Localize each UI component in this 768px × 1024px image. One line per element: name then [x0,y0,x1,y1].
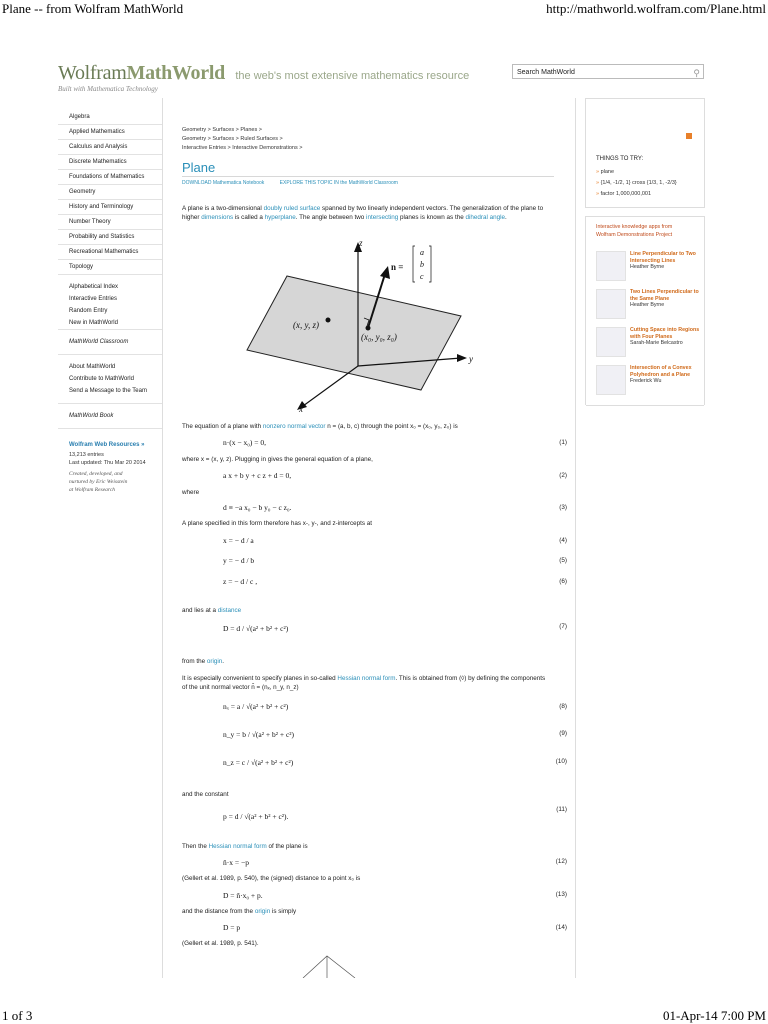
para-distance [182,606,241,615]
try-text: factor 1,000,000,001 [600,191,652,197]
demo-author: Sarah-Marie Belcastro [630,340,683,346]
demonstrations-box [585,216,705,405]
link-normal-vector[interactable]: nonzero normal vector [262,423,326,430]
para-signed-distance: (Gellert et al. 1989, p. 540), the (signed) distance to a point x₀ is [182,875,361,882]
equation-number: (14) [555,924,567,931]
link-hyperplane[interactable]: hyperplane [264,214,296,221]
para-plugging: where x = (x, y, z). Plugging in gives the general equation of a plane, [182,456,373,463]
print-header [0,0,768,18]
demo-title[interactable]: Cutting Space into Regions with Four Planes [630,327,700,340]
logo-subtitle: Built with Mathematica Technology [58,85,158,93]
link-doubly-ruled-surface[interactable]: doubly ruled surface [263,205,321,212]
partial-figure [293,954,413,978]
text: . [222,658,225,665]
wolfram-alpha-icon[interactable] [686,133,692,139]
equation: z = − d / c , [223,577,258,586]
equation-number: (1) [559,439,567,446]
para-hessian [182,674,552,692]
nav-topic[interactable]: Discrete Mathematics [58,155,162,170]
bracket-left [413,246,415,282]
n-label: n = [391,262,404,272]
demo-thumbnail[interactable] [596,289,626,319]
equation-number: (6) [559,578,567,585]
z-label: z [359,238,363,248]
equation: d ≡ −a x₀ − b y₀ − c z₀. [223,503,292,512]
equation-number: (13) [555,891,567,898]
link-hessian-normal-form[interactable]: Hessian normal form [337,675,396,682]
credit-line: Created, developed, and [69,471,123,477]
equation-number: (3) [559,504,567,511]
para-intercepts: A plane specified in this form therefore has x-, y-, and z-intercepts at [182,520,373,527]
text: of the plane is [266,843,308,850]
link-origin[interactable]: origin [206,658,223,665]
nav-divider [58,403,162,410]
plane-shape [247,276,461,390]
nav-topic[interactable]: Topology [69,264,94,270]
text: components of the unit normal vector n̂ = (nₓ, n_y, n_z) [182,675,546,691]
x-label: x [299,404,303,413]
last-updated: Last updated: Thu Mar 20 2014 [69,460,146,466]
nav-tool[interactable]: Random Entry [69,308,108,314]
para-distance-origin [182,907,296,916]
entry-count: 13,213 entries [69,452,104,458]
demo-thumbnail[interactable] [596,251,626,281]
nav-topic[interactable]: Applied Mathematics [58,125,162,140]
demo-hdr-line: Interactive knowledge apps from [596,224,673,230]
text: and lies at a [182,607,218,614]
nav-topic[interactable]: Geometry [58,185,162,200]
nav-topic[interactable]: Algebra [58,110,162,125]
breadcrumb-line[interactable]: Interactive Entries > Interactive Demonstrations > [182,145,303,151]
demo-hdr-line: Wolfram Demonstrations Project [596,232,673,238]
demo-author: Frederick Wu [630,378,662,384]
point-p-label: (x, y, z) [293,320,319,330]
site-logo[interactable] [58,62,469,93]
try-item[interactable] [596,189,651,199]
page-print-url: http://mathworld.wolfram.com/Plane.html [546,1,766,16]
classroom-link[interactable]: EXPLORE THIS TOPIC IN the MathWorld Classroom [279,180,398,186]
text: spanned by two linearly independent vectors. The generalization [320,205,502,212]
y-label: y [469,354,473,364]
search-icon[interactable]: ⚲ [693,68,700,78]
text: . This is obtained from (◊) by defining the [395,675,510,682]
y-arrow-icon [457,354,467,362]
equation: y = − d / b [223,556,255,565]
equation-number: (11) [556,806,567,813]
download-notebook-link[interactable]: DOWNLOAD Mathematica Notebook [182,180,265,186]
equation: p = d / √(a² + b² + c²). [223,812,289,821]
para-citation: (Gellert et al. 1989, p. 541). [182,940,259,947]
para-origin [182,657,224,666]
page-title: Plane [182,160,216,175]
equation-number: (10) [555,758,567,765]
text: n = (a, b, c) through the point x₀ = (x₀, y₀, z₀) is [325,423,458,430]
things-to-try-box [585,98,705,208]
equation: n_y = b / √(a² + b² + c²) [223,730,295,739]
text: is called a [233,214,265,221]
equation: n·(x − x₀) = 0, [223,438,266,447]
demonstrations-heading [596,223,672,239]
vector-c: c [420,272,424,281]
bullet-icon: » [596,191,601,197]
para-constant: and the constant [182,791,229,798]
breadcrumb [182,126,302,153]
nav-topic[interactable]: Probability and Statistics [58,230,162,245]
equation: n̂·x = −p [223,858,249,867]
equation-number: (4) [559,537,567,544]
text: and the distance from the [182,908,255,915]
point-p [326,318,331,323]
search-input[interactable] [512,64,704,79]
demo-item[interactable] [596,289,702,323]
equation-number: (8) [559,703,567,710]
print-datetime: 01-Apr-14 7:00 PM [662,1008,766,1023]
demo-title[interactable]: Line Perpendicular to Two Intersecting Lines [630,251,696,264]
equation: a x + b y + c z + d = 0, [223,471,292,480]
equation: D = n̂·x₀ + p. [223,891,263,900]
normal-arrow-icon [380,266,390,279]
para-where: where [182,489,200,496]
nav-divider [58,428,162,435]
point-p0 [366,326,371,331]
page-print-title: Plane -- from Wolfram MathWorld [2,1,184,16]
title-rule [182,176,554,177]
nav-topic[interactable]: Number Theory [58,215,162,230]
try-text: {1/4, -1/2, 1} cross {1/3, 1, -2/3} [600,180,677,186]
text: . The angle between two [295,214,367,221]
breadcrumb-line[interactable]: Geometry > Surfaces > Ruled Surfaces > [182,136,283,142]
credit-line: at Wolfram Research [69,487,116,493]
vector-b: b [420,260,424,269]
equation: D = d / √(a² + b² + c²) [223,624,289,633]
nav-classroom[interactable]: MathWorld Classroom [69,339,129,345]
demo-author: Heather Byrne [630,264,665,270]
demo-thumbnail[interactable] [596,365,626,395]
text: A plane is a two-dimensional [182,205,264,212]
equation-number: (5) [559,557,567,564]
breadcrumb-line[interactable]: Geometry > Surfaces > Planes > [182,127,262,133]
nav-tool[interactable]: Interactive Entries [69,296,118,302]
equation: x = − d / a [223,536,254,545]
link-dihedral-angle[interactable]: dihedral angle [465,214,506,221]
text: from the [182,658,207,665]
logo-tagline: the web's most extensive mathematics resource [235,70,470,82]
search-placeholder: Search MathWorld [517,69,575,76]
intro-paragraph [182,204,552,222]
text: planes is known as the [398,214,464,221]
equation-number: (9) [559,730,567,737]
nav-tool[interactable]: New in MathWorld [69,320,118,326]
link-dimensions[interactable]: dimensions [201,214,234,221]
credit-line: nurtured by Eric Weisstein [69,479,128,485]
demo-item[interactable] [596,327,702,361]
bullet-icon: » [596,180,601,186]
equation: D = p [223,923,241,932]
nav-tool[interactable]: Alphabetical Index [69,284,119,290]
demo-title[interactable]: Two Lines Perpendicular to the Same Plane [630,289,699,302]
para-equation-intro [182,422,552,431]
nav-about[interactable]: Contribute to MathWorld [69,376,134,382]
nav-resources[interactable]: Wolfram Web Resources » [69,442,145,448]
demo-author: Heather Byrne [630,302,665,308]
text: It is especially convenient to specify planes in so-called [182,675,338,682]
nav-topic[interactable]: Foundations of Mathematics [58,170,162,185]
text: is simply [270,908,297,915]
nav-about[interactable]: About MathWorld [69,364,116,370]
demo-item[interactable] [596,365,702,399]
link-intersecting[interactable]: intersecting [366,214,399,221]
equation-number: (7) [559,623,567,630]
text: Then the [182,843,209,850]
vector-a: a [420,248,424,257]
point-p0-label: (x₀, y₀, z₀) [361,332,397,342]
link-origin-2[interactable]: origin [254,908,271,915]
link-hessian-normal-form-2[interactable]: Hessian normal form [208,843,267,850]
nav-about[interactable]: Send a Message to the Team [69,388,147,394]
try-item[interactable] [596,178,677,188]
logo-wolfram: Wolfram [58,62,127,84]
equation-number: (2) [559,472,567,479]
things-to-try-heading: THINGS TO TRY: [596,156,644,162]
demo-title[interactable]: Intersection of a Convex Polyhedron and a Plane [630,365,692,378]
equation-number: (12) [555,858,567,865]
equation: n_z = c / √(a² + b² + c²) [223,758,294,767]
text: The equation of a plane with [182,423,263,430]
bullet-icon: » [596,169,601,175]
print-footer [0,1008,768,1024]
text: . [505,214,507,221]
demo-thumbnail[interactable] [596,327,626,357]
equation: nₓ = a / √(a² + b² + c²) [223,702,289,711]
box-divider [586,405,704,406]
nav-topic[interactable]: Calculus and Analysis [58,140,162,155]
bracket-right [429,246,431,282]
try-item[interactable] [596,167,614,177]
nav-divider [58,329,162,336]
try-text: plane [600,169,615,175]
page-count: 1 of 3 [2,1008,33,1023]
nav-book[interactable]: MathWorld Book [69,413,114,419]
link-distance[interactable]: distance [217,607,242,614]
left-navigation [58,110,162,494]
para-hessian-form [182,842,308,851]
logo-mathworld: MathWorld [126,62,225,84]
nav-topic[interactable]: History and Terminology [58,200,162,215]
plane-diagram [243,238,483,413]
main-content [162,98,576,978]
text: of the plane to higher [182,205,544,221]
resource-links [182,180,412,186]
right-column [585,98,705,405]
nav-divider [58,354,162,361]
nav-divider [58,274,162,281]
x-axis [303,366,358,406]
nav-topic[interactable]: Recreational Mathematics [58,245,162,260]
demo-item[interactable] [596,251,702,285]
